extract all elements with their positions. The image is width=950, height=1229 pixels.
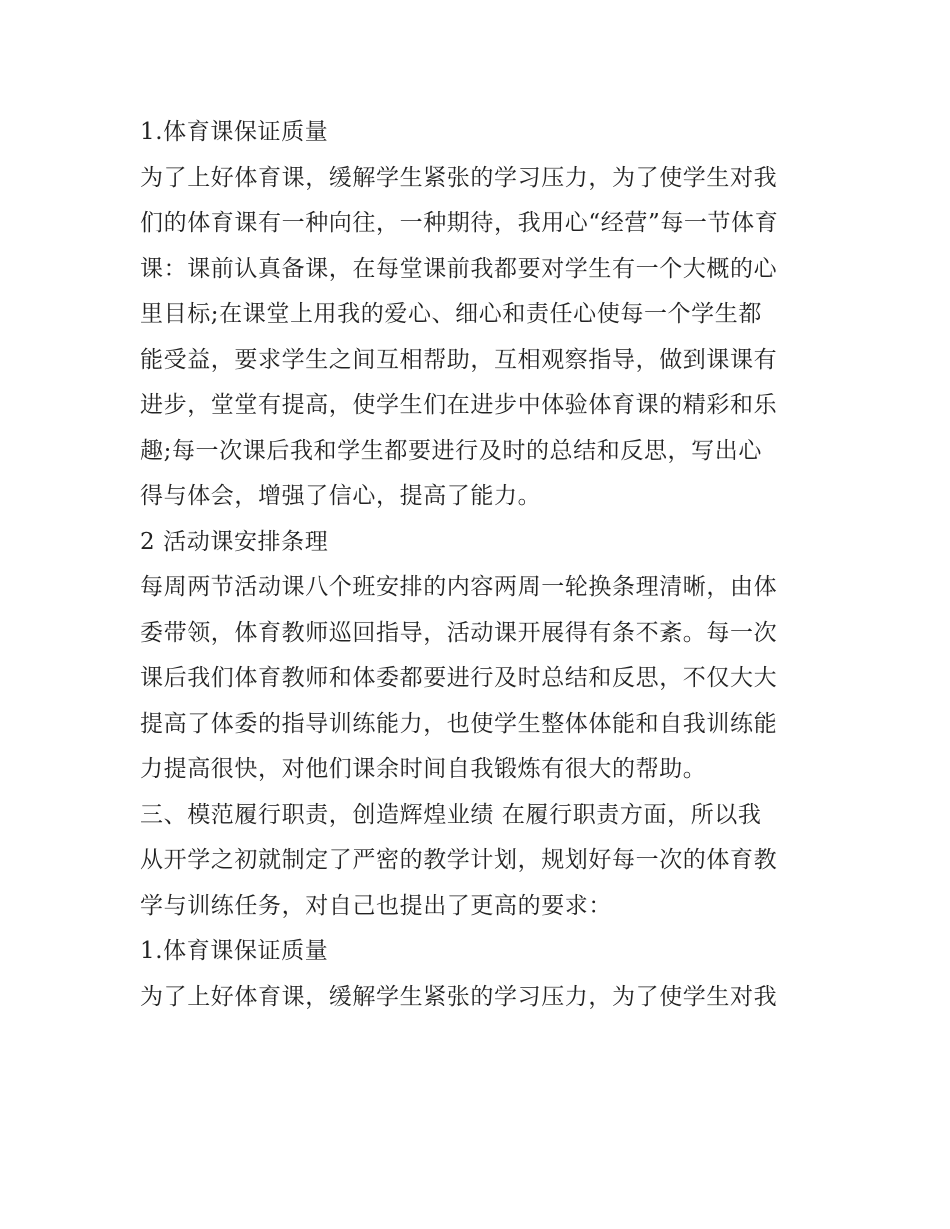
- paragraph-line: 课：课前认真备课，在每堂课前我都要对学生有一个大概的心: [140, 255, 778, 282]
- paragraph-line: 为了上好体育课，缓解学生紧张的学习压力，为了使学生对我: [140, 164, 778, 191]
- paragraph-line: 能受益，要求学生之间互相帮助，互相观察指导，做到课课有: [140, 346, 778, 373]
- heading-pe-quality-repeat: 1.体育课保证质量: [140, 938, 329, 964]
- paragraph-line: 里目标;在课堂上用我的爱心、细心和责任心使每一个学生都: [140, 301, 762, 327]
- paragraph-line: 课后我们体育教师和体委都要进行及时总结和反思，不仅大大: [140, 665, 778, 691]
- heading-activity-class: 2 活动课安排条理: [140, 528, 329, 555]
- paragraph-line: 力提高很快，对他们课余时间自我锻炼有很大的帮助。: [140, 756, 707, 782]
- paragraph-line: 提高了体委的指导训练能力，也使学生整体体能和自我训练能: [140, 710, 778, 737]
- paragraph-line: 得与体会，增强了信心，提高了能力。: [140, 483, 542, 509]
- heading-pe-quality: 1.体育课保证质量: [140, 119, 329, 145]
- paragraph-line: 从开学之初就制定了严密的教学计划，规划好每一次的体育教: [140, 847, 778, 873]
- paragraph-line: 为了上好体育课，缓解学生紧张的学习压力，为了使学生对我: [140, 983, 778, 1010]
- paragraph-line: 学与训练任务，对自己也提出了更高的要求：: [140, 892, 612, 919]
- paragraph-line: 趣;每一次课后我和学生都要进行及时的总结和反思，写出心: [140, 437, 762, 464]
- paragraph-line: 们的体育课有一种向往，一种期待，我用心“经营”每一节体育: [140, 210, 779, 236]
- paragraph-line: 进步，堂堂有提高，使学生们在进步中体验体育课的精彩和乐: [140, 392, 778, 418]
- paragraph-line: 委带领，体育教师巡回指导，活动课开展得有条不紊。每一次: [140, 619, 778, 646]
- document-body: [140, 110, 830, 1020]
- paragraph-line: 每周两节活动课八个班安排的内容两周一轮换条理清晰，由体: [140, 574, 778, 600]
- section-heading-line: 三、模范履行职责，创造辉煌业绩 在履行职责方面，所以我: [140, 801, 762, 828]
